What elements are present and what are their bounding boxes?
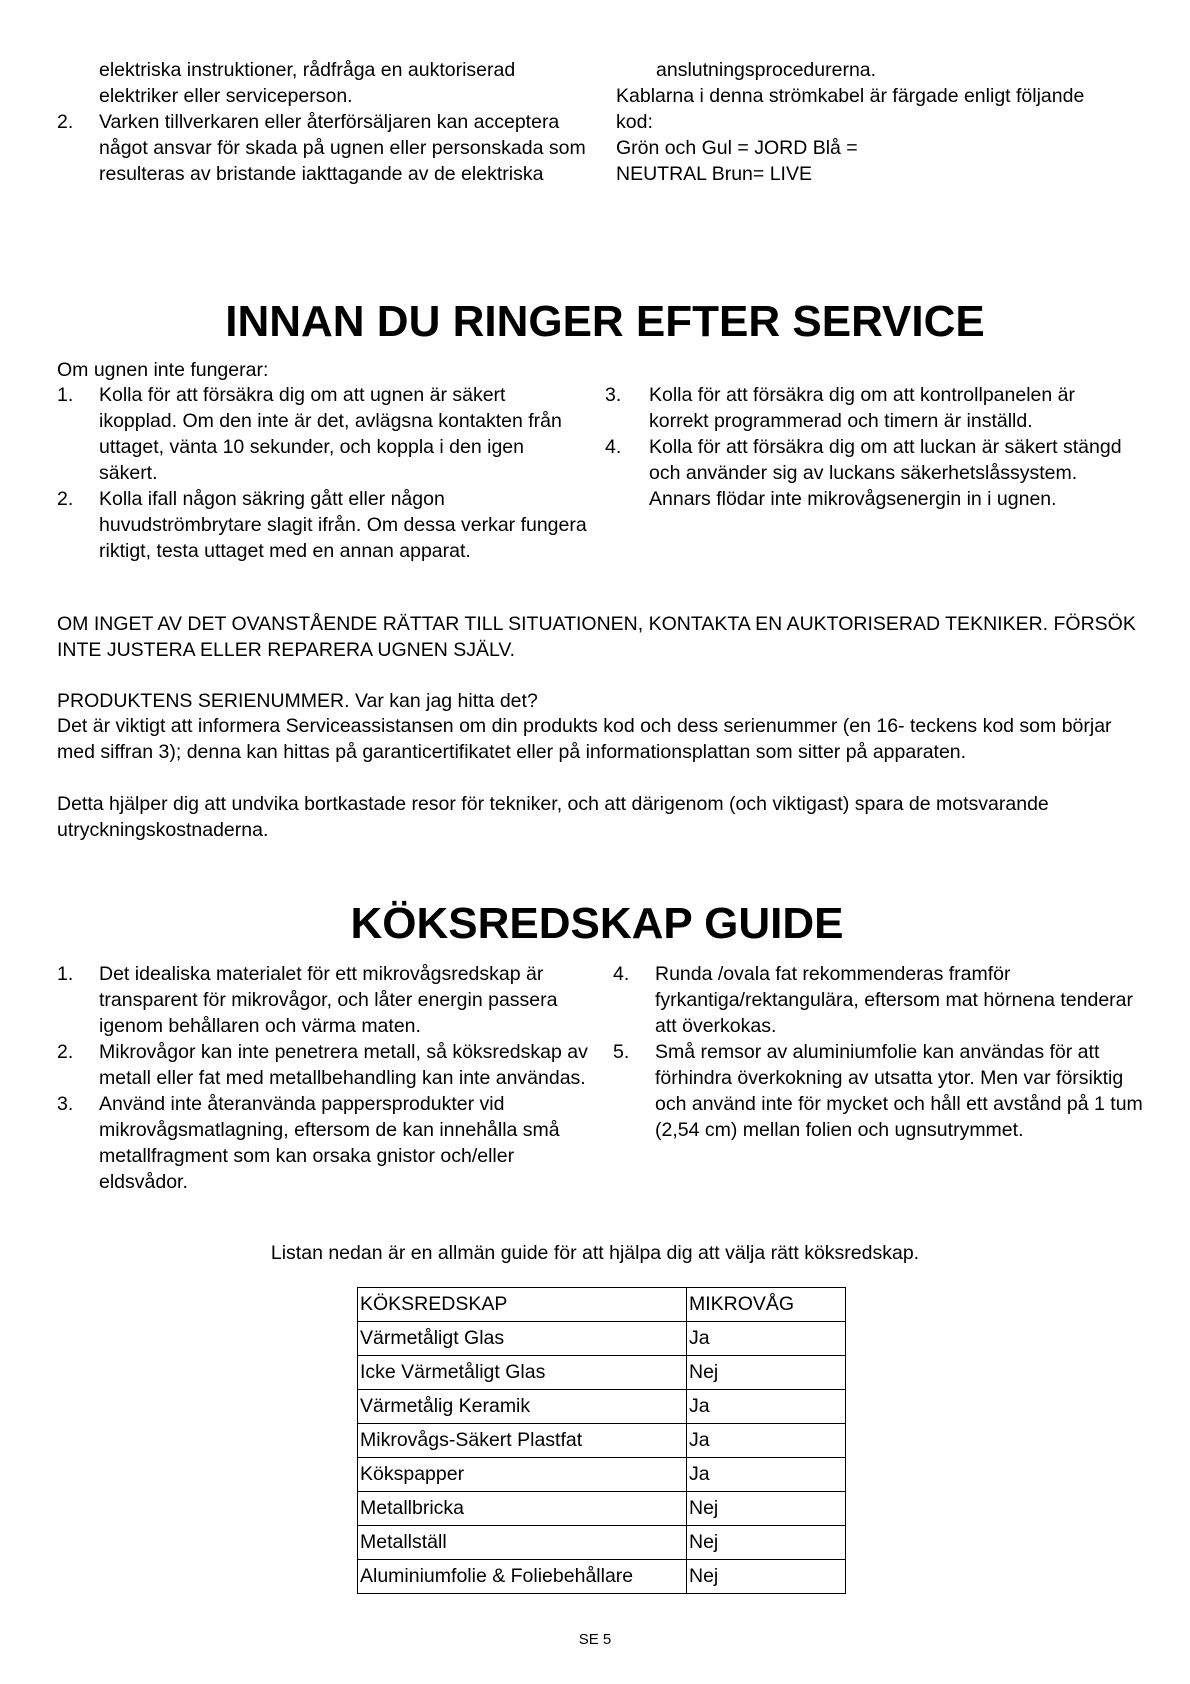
page-number: SE 5 bbox=[578, 1631, 612, 1648]
table-row bbox=[358, 1560, 846, 1594]
guide-list-right bbox=[613, 961, 1143, 1143]
list-item: 2. Kolla ifall någon säkring gått eller någon huvudströmbrytare slagit ifrån. Om dessa verkar fungera riktigt, testa uttaget med en annan apparat. bbox=[57, 488, 587, 562]
list-item: 1. Det idealiska materialet för ett mikrovågsredskap är transparent för mikrovågor, och låter energin passera igenom behållaren och värma maten. bbox=[57, 963, 558, 1037]
table-cell: Ja bbox=[687, 1458, 846, 1492]
guide-list-intro: Listan nedan är en allmän guide för att hjälpa dig att välja rätt köksredskap. bbox=[270, 1242, 920, 1264]
list-item: 2. Varken tillverkaren eller återförsäljaren kan acceptera något ansvar för skada på ugnen eller personskada som resulteras av bristande iakttagande av de elektriska bbox=[57, 111, 586, 185]
serial-paragraph: Det är viktigt att informera Serviceassistansen om din produkts kod och dess serienummer (en 16- teckens kod som börjar med siffran 3); denna kan hittas på garanticertifikatet eller på informationsplattan som sitter på apparaten. bbox=[57, 715, 1112, 763]
service-intro: Om ugnen inte fungerar: bbox=[57, 359, 269, 381]
top-left-column bbox=[57, 57, 587, 187]
table-cell: Nej bbox=[687, 1560, 846, 1594]
table-row bbox=[358, 1492, 846, 1526]
list-item: 1. Kolla för att försäkra dig om att ugnen är säkert ikopplad. Om den inte är det, avlägsna kontakten från uttaget, vänta 10 sekunder, och koppla i den igen säkert. bbox=[57, 384, 562, 484]
table-cell: Ja bbox=[687, 1390, 846, 1424]
cable-color-code: Grön och Gul = JORD Blå = NEUTRAL Brun= LIVE bbox=[616, 137, 858, 185]
list-item: 2. Mikrovågor kan inte penetrera metall, så köksredskap av metall eller fat med metallbehandling kan inte användas. bbox=[57, 1041, 588, 1089]
table-header-row bbox=[358, 1288, 846, 1322]
continued-text: anslutningsprocedurerna. bbox=[656, 59, 877, 81]
table-row bbox=[358, 1322, 846, 1356]
cable-color-text: Kablarna i denna strömkabel är färgade enligt följande kod: bbox=[616, 85, 1085, 133]
top-right-column bbox=[616, 57, 1086, 187]
table-cell: Aluminiumfolie & Foliebehållare bbox=[358, 1560, 687, 1594]
cookware-table bbox=[357, 1287, 846, 1594]
table-row bbox=[358, 1424, 846, 1458]
table-cell: Mikrovågs-Säkert Plastfat bbox=[358, 1424, 687, 1458]
serial-paragraph-2: Detta hjälper dig att undvika bortkastade resor för tekniker, och att därigenom (och viktigast) spara de motsvarande utryckningskostnaderna. bbox=[57, 793, 1049, 841]
guide-heading: KÖKSREDSKAP GUIDE bbox=[350, 899, 844, 948]
list-item: 4. Runda /ovala fat rekommenderas framför fyrkantiga/rektangulära, eftersom mat hörnena tenderar att överkokas. bbox=[613, 963, 1134, 1037]
table-row bbox=[358, 1390, 846, 1424]
service-list-left bbox=[57, 382, 587, 564]
table-cell: Nej bbox=[687, 1526, 846, 1560]
table-row bbox=[358, 1458, 846, 1492]
list-item: 3. Använd inte återanvända pappersprodukter vid mikrovågsmatlagning, eftersom de kan innehålla små metallfragment som kan orsaka gnistor och/eller eldsvådor. bbox=[57, 1093, 560, 1193]
table-cell: Nej bbox=[687, 1356, 846, 1390]
continued-text: elektriska instruktioner, rådfråga en auktoriserad elektriker eller serviceperson. bbox=[99, 59, 516, 107]
table-cell: Värmetåligt Glas bbox=[358, 1322, 687, 1356]
list-item: 4. Kolla för att försäkra dig om att luckan är säkert stängd och använder sig av luckans säkerhetslåssystem. Annars flödar inte mikrovågsenergin in i ugnen. bbox=[605, 436, 1122, 510]
service-heading: INNAN DU RINGER EFTER SERVICE bbox=[225, 297, 985, 346]
table-cell: Kökspapper bbox=[358, 1458, 687, 1492]
service-warning: OM INGET AV DET OVANSTÅENDE RÄTTAR TILL SITUATIONEN, KONTAKTA EN AUKTORISERAD TEKNIKER. FÖRSÖK INTE JUSTERA ELLER REPARERA UGNEN SJÄLV. bbox=[57, 613, 1136, 661]
table-cell: Värmetålig Keramik bbox=[358, 1390, 687, 1424]
table-cell: Metallbricka bbox=[358, 1492, 687, 1526]
table-cell: Ja bbox=[687, 1322, 846, 1356]
table-row bbox=[358, 1356, 846, 1390]
table-cell: Icke Värmetåligt Glas bbox=[358, 1356, 687, 1390]
table-header-cell: KÖKSREDSKAP bbox=[358, 1288, 687, 1322]
serial-question: PRODUKTENS SERIENUMMER. Var kan jag hitta det? bbox=[57, 690, 538, 712]
table-cell: Ja bbox=[687, 1424, 846, 1458]
table-row bbox=[358, 1526, 846, 1560]
list-item: 5. Små remsor av aluminiumfolie kan användas för att förhindra överkokning av utsatta ytor. Men var försiktig och använd inte för mycket och håll ett avstånd på 1 tum (2,54 cm) mellan folien och ugnsutrymmet. bbox=[613, 1041, 1143, 1141]
table-header-cell: MIKROVÅG bbox=[687, 1288, 846, 1322]
guide-list-left bbox=[57, 961, 592, 1195]
service-list-right bbox=[605, 382, 1135, 512]
list-item: 3. Kolla för att försäkra dig om att kontrollpanelen är korrekt programmerad och timern är inställd. bbox=[605, 384, 1075, 432]
table-cell: Metallställ bbox=[358, 1526, 687, 1560]
table-cell: Nej bbox=[687, 1492, 846, 1526]
